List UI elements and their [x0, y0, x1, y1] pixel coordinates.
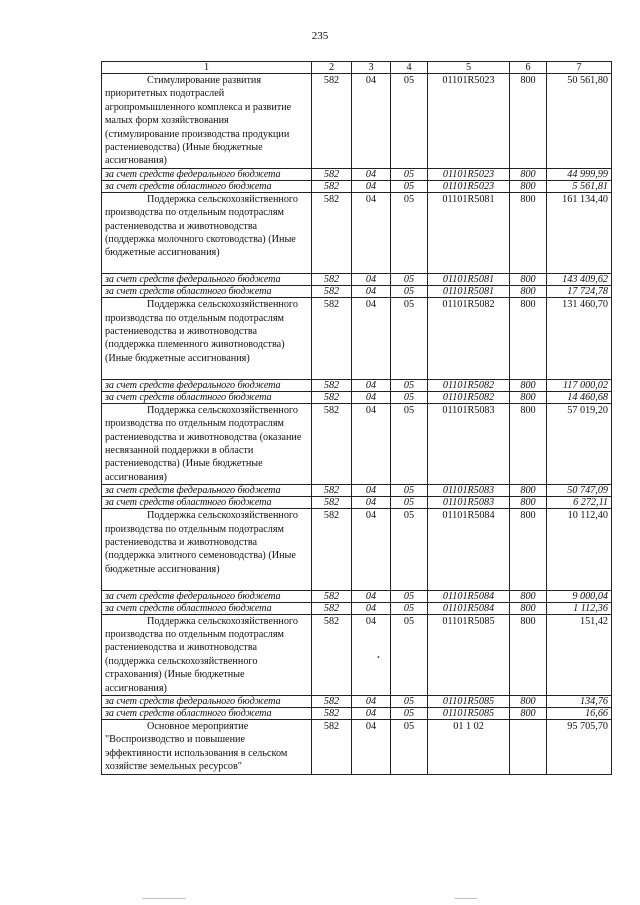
code-cell: 800 — [510, 497, 547, 509]
code-cell: 582 — [312, 485, 352, 497]
code-cell: 800 — [510, 298, 547, 379]
column-header: 2 — [312, 62, 352, 74]
amount-cell: 5 561,81 — [547, 180, 612, 192]
amount-cell: 95 705,70 — [547, 719, 612, 774]
description-line: растениеводства) (Иные бюджетные — [105, 142, 263, 154]
column-header: 1 — [102, 62, 312, 74]
code-cell: 01 1 02 — [428, 719, 510, 774]
budget-item-row — [102, 74, 612, 169]
code-cell: 582 — [312, 719, 352, 774]
description-line: хозяйстве земельных ресурсов" — [105, 761, 242, 773]
code-cell: 800 — [510, 180, 547, 192]
code-cell: 01101R5083 — [428, 497, 510, 509]
description-line: Поддержка сельскохозяйственного — [147, 404, 298, 416]
description-line: производства по отдельным подотраслям — [105, 523, 284, 535]
description-line — [105, 576, 308, 589]
amount-cell: 50 561,80 — [547, 74, 612, 169]
code-cell: 800 — [510, 192, 547, 273]
scan-mark: • — [377, 653, 380, 662]
code-cell: 01101R5081 — [428, 286, 510, 298]
code-cell: 01101R5085 — [428, 614, 510, 695]
code-cell: 04 — [352, 298, 391, 379]
description-line: за счет средств федерального бюджета — [105, 168, 281, 180]
code-cell: 582 — [312, 286, 352, 298]
funding-source-row — [102, 590, 612, 602]
code-cell: 01101R5082 — [428, 298, 510, 379]
description-line: за счет средств областного бюджета — [105, 391, 272, 403]
code-cell: 04 — [352, 497, 391, 509]
code-cell: 04 — [352, 403, 391, 484]
code-cell: 800 — [510, 485, 547, 497]
description-line: за счет средств федерального бюджета — [105, 274, 281, 286]
code-cell: 04 — [352, 379, 391, 391]
code-cell: 04 — [352, 391, 391, 403]
description-line: "Воспроизводство и повышение — [105, 734, 246, 746]
code-cell: 04 — [352, 74, 391, 169]
code-cell: 800 — [510, 509, 547, 590]
budget-item-row — [102, 192, 612, 273]
funding-source-row — [102, 286, 612, 298]
row-description — [102, 391, 312, 403]
description-line: растениеводства и животноводства — [105, 326, 258, 338]
code-cell: 800 — [510, 379, 547, 391]
description-line: производства по отдельным подотраслям — [105, 312, 284, 324]
amount-cell: 44 999,99 — [547, 168, 612, 180]
code-cell: 01101R5085 — [428, 707, 510, 719]
code-cell: 582 — [312, 180, 352, 192]
code-cell: 04 — [352, 719, 391, 774]
header-row — [102, 62, 612, 74]
page-number: 235 — [311, 30, 329, 42]
code-cell: 05 — [391, 695, 428, 707]
row-description — [102, 497, 312, 509]
description-line: ассигнования) — [105, 155, 167, 167]
code-cell: 04 — [352, 168, 391, 180]
code-cell: 01101R5084 — [428, 602, 510, 614]
code-cell: 04 — [352, 192, 391, 273]
row-description — [102, 180, 312, 192]
code-cell: 582 — [312, 509, 352, 590]
code-cell: 04 — [352, 509, 391, 590]
code-cell: 04 — [352, 602, 391, 614]
description-line: (Иные бюджетные ассигнования) — [105, 352, 250, 364]
code-cell: 01101R5081 — [428, 192, 510, 273]
code-cell: 05 — [391, 298, 428, 379]
code-cell: 582 — [312, 274, 352, 286]
row-description — [102, 695, 312, 707]
code-cell: 582 — [312, 391, 352, 403]
column-header: 7 — [547, 62, 612, 74]
funding-source-row — [102, 485, 612, 497]
code-cell: 05 — [391, 168, 428, 180]
description-line: (стимулирование производства продукции — [105, 128, 290, 140]
amount-cell: 50 747,09 — [547, 485, 612, 497]
description-line: Основное мероприятие — [147, 720, 249, 732]
row-description — [102, 719, 312, 774]
row-description — [102, 74, 312, 169]
code-cell: 05 — [391, 497, 428, 509]
column-header: 6 — [510, 62, 547, 74]
budget-item-row — [102, 719, 612, 774]
code-cell: 05 — [391, 74, 428, 169]
description-line: (поддержка молочного скотоводства) (Иные — [105, 234, 296, 246]
code-cell: 800 — [510, 168, 547, 180]
code-cell: 04 — [352, 286, 391, 298]
code-cell: 582 — [312, 614, 352, 695]
amount-cell: 14 460,68 — [547, 391, 612, 403]
budget-item-row — [102, 614, 612, 695]
code-cell: 582 — [312, 707, 352, 719]
description-line: растениеводства и животноводства — [105, 642, 258, 654]
code-cell: 01101R5081 — [428, 274, 510, 286]
code-cell: 800 — [510, 403, 547, 484]
code-cell: 04 — [352, 707, 391, 719]
description-line: ассигнования) — [105, 471, 167, 483]
code-cell: 582 — [312, 192, 352, 273]
description-line: за счет средств областного бюджета — [105, 286, 272, 298]
code-cell: 05 — [391, 192, 428, 273]
amount-cell: 9 000,04 — [547, 590, 612, 602]
funding-source-row — [102, 497, 612, 509]
description-line: за счет средств областного бюджета — [105, 602, 272, 614]
code-cell: 01101R5023 — [428, 74, 510, 169]
code-cell: 582 — [312, 590, 352, 602]
footer-rule — [142, 898, 186, 899]
description-line: растениеводства и животноводства — [105, 536, 258, 548]
amount-cell: 151,42 — [547, 614, 612, 695]
code-cell: 04 — [352, 614, 391, 695]
code-cell: 582 — [312, 602, 352, 614]
footer-rule — [455, 898, 477, 899]
code-cell: 05 — [391, 286, 428, 298]
description-line: за счет средств областного бюджета — [105, 707, 272, 719]
description-line: Поддержка сельскохозяйственного — [147, 193, 298, 205]
row-description — [102, 379, 312, 391]
table-body — [102, 74, 612, 775]
code-cell: 04 — [352, 485, 391, 497]
amount-cell: 6 272,11 — [547, 497, 612, 509]
code-cell: 05 — [391, 719, 428, 774]
description-line: Стимулирование развития — [147, 75, 262, 86]
code-cell: 800 — [510, 274, 547, 286]
row-description — [102, 707, 312, 719]
code-cell: 04 — [352, 180, 391, 192]
code-cell: 800 — [510, 707, 547, 719]
code-cell: 04 — [352, 274, 391, 286]
code-cell: 05 — [391, 614, 428, 695]
code-cell: 05 — [391, 180, 428, 192]
code-cell: 01101R5084 — [428, 590, 510, 602]
code-cell: 05 — [391, 403, 428, 484]
description-line: за счет средств федерального бюджета — [105, 485, 281, 497]
description-line: за счет средств федерального бюджета — [105, 590, 281, 602]
code-cell: 800 — [510, 590, 547, 602]
budget-item-row — [102, 403, 612, 484]
description-line: Поддержка сельскохозяйственного — [147, 615, 298, 627]
amount-cell: 16,66 — [547, 707, 612, 719]
description-line: Поддержка сельскохозяйственного — [147, 510, 298, 522]
description-line: страхования) (Иные бюджетные — [105, 669, 245, 681]
column-header: 4 — [391, 62, 428, 74]
column-header: 3 — [352, 62, 391, 74]
code-cell: 05 — [391, 707, 428, 719]
row-description — [102, 485, 312, 497]
code-cell: 05 — [391, 509, 428, 590]
code-cell: 582 — [312, 695, 352, 707]
budget-item-row — [102, 298, 612, 379]
funding-source-row — [102, 180, 612, 192]
code-cell: 800 — [510, 602, 547, 614]
description-line: (поддержка элитного семеноводства) (Иные — [105, 550, 296, 562]
code-cell — [510, 719, 547, 774]
code-cell: 04 — [352, 695, 391, 707]
code-cell: 582 — [312, 403, 352, 484]
code-cell: 800 — [510, 74, 547, 169]
description-line: (поддержка племенного животноводства) — [105, 339, 285, 351]
row-description — [102, 403, 312, 484]
row-description — [102, 274, 312, 286]
description-line — [105, 260, 308, 273]
code-cell: 01101R5023 — [428, 168, 510, 180]
funding-source-row — [102, 707, 612, 719]
funding-source-row — [102, 274, 612, 286]
description-line: бюджетные ассигнования) — [105, 563, 220, 575]
row-description — [102, 192, 312, 273]
funding-source-row — [102, 602, 612, 614]
description-line: производства по отдельным подотраслям — [105, 628, 284, 640]
row-description — [102, 286, 312, 298]
amount-cell: 17 724,78 — [547, 286, 612, 298]
code-cell: 800 — [510, 695, 547, 707]
description-line: ассигнования) — [105, 682, 167, 694]
code-cell: 01101R5085 — [428, 695, 510, 707]
code-cell: 01101R5083 — [428, 485, 510, 497]
code-cell: 01101R5023 — [428, 180, 510, 192]
code-cell: 582 — [312, 74, 352, 169]
description-line: (поддержка сельскохозяйственного — [105, 655, 258, 667]
budget-item-row — [102, 509, 612, 590]
description-line: несвязанной поддержки в области — [105, 444, 254, 456]
amount-cell: 57 019,20 — [547, 403, 612, 484]
funding-source-row — [102, 695, 612, 707]
description-line: производства по отдельным подотраслям — [105, 207, 284, 219]
amount-cell: 10 112,40 — [547, 509, 612, 590]
row-description — [102, 168, 312, 180]
code-cell: 05 — [391, 379, 428, 391]
code-cell: 582 — [312, 379, 352, 391]
row-description — [102, 614, 312, 695]
description-line: растениеводства и животноводства — [105, 220, 258, 232]
amount-cell: 117 000,02 — [547, 379, 612, 391]
amount-cell: 131 460,70 — [547, 298, 612, 379]
code-cell: 05 — [391, 602, 428, 614]
description-line: бюджетные ассигнования) — [105, 247, 220, 259]
code-cell: 800 — [510, 391, 547, 403]
code-cell: 01101R5084 — [428, 509, 510, 590]
description-line: растениеводства) (Иные бюджетные — [105, 458, 263, 470]
amount-cell: 1 112,36 — [547, 602, 612, 614]
description-line: агропромышленного комплекса и развитие — [105, 101, 292, 113]
funding-source-row — [102, 168, 612, 180]
row-description — [102, 590, 312, 602]
budget-table — [101, 61, 612, 775]
row-description — [102, 509, 312, 590]
code-cell: 01101R5082 — [428, 379, 510, 391]
funding-source-row — [102, 379, 612, 391]
code-cell: 04 — [352, 590, 391, 602]
row-description — [102, 602, 312, 614]
amount-cell: 161 134,40 — [547, 192, 612, 273]
row-description — [102, 298, 312, 379]
code-cell: 01101R5082 — [428, 391, 510, 403]
description-line: за счет средств областного бюджета — [105, 180, 272, 192]
description-line: за счет средств областного бюджета — [105, 497, 272, 509]
description-line: за счет средств федерального бюджета — [105, 379, 281, 391]
amount-cell: 134,76 — [547, 695, 612, 707]
amount-cell: 143 409,62 — [547, 274, 612, 286]
description-line: производства по отдельным подотраслям — [105, 418, 284, 430]
code-cell: 05 — [391, 485, 428, 497]
code-cell: 582 — [312, 298, 352, 379]
column-header: 5 — [428, 62, 510, 74]
description-line: Поддержка сельскохозяйственного — [147, 299, 298, 311]
code-cell: 05 — [391, 590, 428, 602]
code-cell: 582 — [312, 168, 352, 180]
code-cell: 800 — [510, 614, 547, 695]
description-line: приоритетных подотраслей — [105, 88, 225, 100]
description-line: растениеводства и животноводства (оказание — [105, 431, 302, 443]
description-line: малых форм хозяйствования — [105, 115, 229, 127]
code-cell: 05 — [391, 274, 428, 286]
code-cell: 800 — [510, 286, 547, 298]
description-line: за счет средств федерального бюджета — [105, 695, 281, 707]
code-cell: 05 — [391, 391, 428, 403]
code-cell: 01101R5083 — [428, 403, 510, 484]
description-line: эффективности использования в сельском — [105, 747, 288, 759]
funding-source-row — [102, 391, 612, 403]
code-cell: 582 — [312, 497, 352, 509]
description-line — [105, 365, 308, 378]
